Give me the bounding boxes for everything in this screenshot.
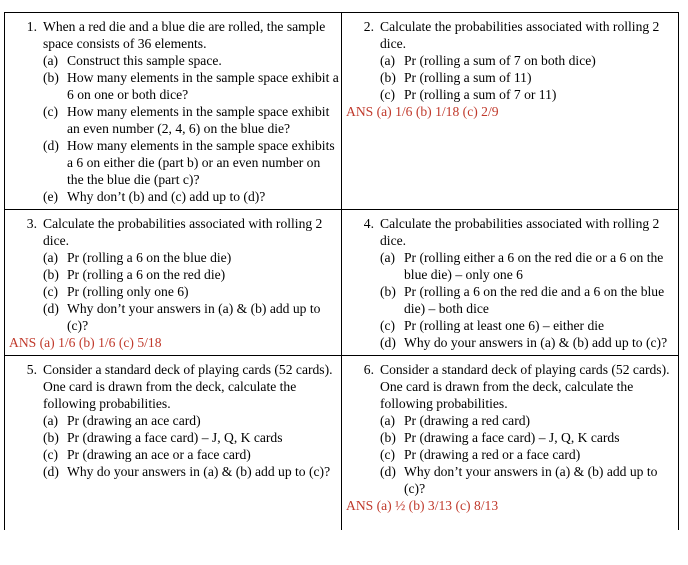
question-stem: Consider a standard deck of playing cards (52 cards). One card is drawn from the deck, calculate the following probabilities. [43, 362, 333, 411]
part-text: How many elements in the sample space exhibits a 6 on either die (part b) or an even number on the the blue die (part c)? [67, 138, 335, 187]
part-label: (b) [43, 430, 59, 445]
question-cell-6 [342, 356, 679, 531]
part-label: (c) [380, 447, 396, 462]
worksheet-grid [4, 12, 679, 530]
part-text: Pr (drawing an ace card) [67, 413, 201, 428]
question-cell-5 [5, 356, 342, 531]
part-text: Pr (drawing a red card) [404, 413, 531, 428]
question-part [380, 463, 676, 497]
part-label: (a) [43, 53, 59, 68]
question-stem: When a red die and a blue die are rolled, the sample space consists of 36 elements. [43, 19, 326, 51]
part-label: (b) [43, 70, 59, 85]
part-text: Why don’t (b) and (c) add up to (d)? [67, 189, 266, 204]
part-text: Pr (rolling a sum of 7 or 11) [404, 87, 557, 102]
question-cell-4 [342, 210, 679, 356]
question-part [43, 446, 339, 463]
question-stem: Calculate the probabilities associated with rolling 2 dice. [380, 19, 660, 51]
part-text: How many elements in the sample space exhibit a 6 on one or both dice? [67, 70, 339, 102]
question-stem: Calculate the probabilities associated with rolling 2 dice. [380, 216, 660, 248]
question-number: 5. [26, 362, 37, 377]
question-part [380, 334, 676, 351]
part-label: (c) [43, 447, 59, 462]
part-label: (d) [43, 138, 59, 153]
question-part [380, 317, 676, 334]
question-number: 6. [363, 362, 374, 377]
part-text: Pr (rolling at least one 6) – either die [404, 318, 605, 333]
part-label: (a) [380, 250, 396, 265]
part-text: Pr (rolling only one 6) [67, 284, 189, 299]
question-part [43, 463, 339, 480]
part-text: Pr (rolling a 6 on the red die and a 6 on the blue die) – both dice [404, 284, 665, 316]
question-part [380, 86, 676, 103]
question-part [43, 137, 339, 188]
question-part [43, 412, 339, 429]
question-part [43, 188, 339, 205]
question-number: 1. [26, 19, 37, 34]
part-text: Pr (rolling either a 6 on the red die or a 6 on the blue die) – only one 6 [404, 250, 664, 282]
question-cell-3 [5, 210, 342, 356]
question-stem: Consider a standard deck of playing cards (52 cards). One card is drawn from the deck, calculate the following probabilities. [380, 362, 670, 411]
part-label: (d) [43, 301, 59, 316]
part-label: (b) [380, 430, 396, 445]
question-part [43, 52, 339, 69]
part-label: (b) [43, 267, 59, 282]
question-part [380, 69, 676, 86]
part-label: (a) [43, 250, 59, 265]
part-text: Pr (drawing a face card) – J, Q, K cards [67, 430, 283, 445]
question-part [380, 52, 676, 69]
part-label: (c) [43, 104, 59, 119]
part-text: Construct this sample space. [67, 53, 222, 68]
part-label: (a) [380, 53, 396, 68]
question-part [43, 103, 339, 137]
part-label: (a) [43, 413, 59, 428]
answer-line: ANS (a) ½ (b) 3/13 (c) 8/13 [346, 498, 499, 513]
part-text: Pr (drawing a red or a face card) [404, 447, 581, 462]
question-part [380, 283, 676, 317]
answer-line: ANS (a) 1/6 (b) 1/18 (c) 2/9 [346, 104, 499, 119]
part-label: (c) [380, 87, 396, 102]
question-part [380, 249, 676, 283]
part-text: Pr (rolling a 6 on the red die) [67, 267, 226, 282]
part-label: (b) [380, 70, 396, 85]
question-number: 2. [363, 19, 374, 34]
part-text: Pr (drawing a face card) – J, Q, K cards [404, 430, 620, 445]
question-part [380, 412, 676, 429]
question-stem: Calculate the probabilities associated with rolling 2 dice. [43, 216, 323, 248]
part-text: Why don’t your answers in (a) & (b) add up to (c)? [67, 301, 321, 333]
part-text: Pr (drawing an ace or a face card) [67, 447, 251, 462]
question-cell-2 [342, 13, 679, 210]
part-text: Pr (rolling a sum of 11) [404, 70, 532, 85]
part-label: (c) [380, 318, 396, 333]
part-label: (d) [43, 464, 59, 479]
part-label: (c) [43, 284, 59, 299]
part-label: (e) [43, 189, 59, 204]
question-part [43, 249, 339, 266]
question-part [380, 446, 676, 463]
part-text: Pr (rolling a 6 on the blue die) [67, 250, 232, 265]
question-part [43, 69, 339, 103]
answer-line: ANS (a) 1/6 (b) 1/6 (c) 5/18 [9, 335, 162, 350]
question-number: 3. [26, 216, 37, 231]
question-part [43, 300, 339, 334]
question-number: 4. [363, 216, 374, 231]
part-label: (d) [380, 464, 396, 479]
part-text: Why don’t your answers in (a) & (b) add up to (c)? [404, 464, 658, 496]
part-text: Why do your answers in (a) & (b) add up to (c)? [67, 464, 331, 479]
question-part [380, 429, 676, 446]
part-label: (a) [380, 413, 396, 428]
part-text: Pr (rolling a sum of 7 on both dice) [404, 53, 596, 68]
question-cell-1 [5, 13, 342, 210]
part-text: How many elements in the sample space exhibit an even number (2, 4, 6) on the blue die? [67, 104, 330, 136]
question-part [43, 266, 339, 283]
part-label: (d) [380, 335, 396, 350]
part-label: (b) [380, 284, 396, 299]
part-text: Why do your answers in (a) & (b) add up to (c)? [404, 335, 668, 350]
question-part [43, 283, 339, 300]
question-part [43, 429, 339, 446]
